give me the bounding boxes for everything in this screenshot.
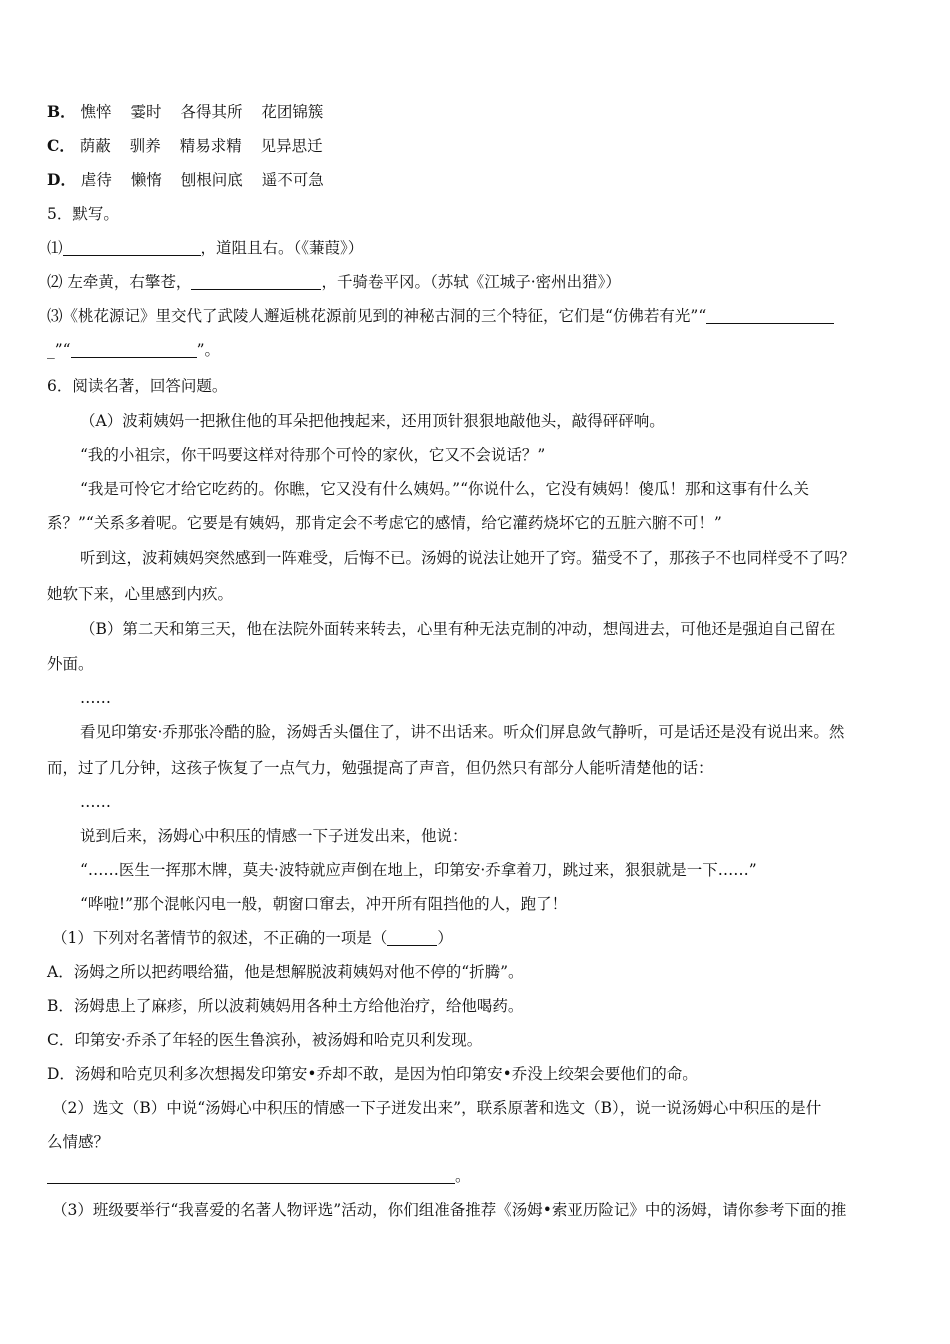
passage-line: 外面。 [47,655,94,673]
option-word: 驯养 [129,137,161,155]
passage-line: “我是可怜它才给它吃药的。你瞧，它又没有什么姨妈。”“你说什么，它没有姨妈！傻瓜！那和这事有什么关 [80,480,810,498]
item-text: _”“ [47,341,71,359]
question-text: ） [437,929,453,947]
q5-item-1 [47,238,363,258]
sub-question-2-cont: 么情感？ [47,1133,110,1151]
sub1-option-b: B．汤姆患上了麻疹，所以波莉姨妈用各种土方给他治疗，给他喝药。 [47,997,524,1015]
passage-line: 她软下来，心里感到内疚。 [47,585,234,603]
option-word: 遥不可急 [261,171,324,189]
option-word: 霎时 [130,103,162,121]
sub-question-1 [52,928,453,948]
option-word: 各得其所 [180,103,243,121]
passage-line: （B）第二天和第三天，他在法院外面转来转去，心里有种无法克制的冲动，想闯进去，可他还是强迫自己留在 [80,620,836,638]
option-word: 花团锦簇 [261,103,324,121]
fill-blank[interactable] [63,240,201,256]
answer-blank[interactable] [387,930,437,946]
sub1-option-d: D．汤姆和哈克贝利多次想揭发印第安•乔却不敢，是因为怕印第安•乔没上绞架会要他们的命。 [47,1065,698,1083]
item-text: ⑶《桃花源记》里交代了武陵人邂逅桃花源前见到的神秘古洞的三个特征，它们是“仿佛若有光”“ [47,307,707,325]
sub-question-3: （3）班级要举行“我喜爱的名著人物评选”活动，你们组准备推荐《汤姆•索亚历险记》中的汤姆，请你参考下面的推 [52,1201,847,1219]
passage-line: “我的小祖宗，你干吗要这样对待那个可怜的家伙，它又不会说话？” [80,446,546,464]
option-word: 荫蔽 [79,137,111,155]
passage-line: 说到后来，汤姆心中积压的情感一下子迸发出来，他说： [80,827,468,845]
fill-blank[interactable] [706,308,834,324]
passage-line: 听到这，波莉姨妈突然感到一阵难受，后悔不已。汤姆的说法让她开了窍。猫受不了，那孩子不也同样受不了吗？ [80,549,856,567]
passage-line: “哗啦!”那个混帐闪电一般，朝窗口窜去，冲开所有阻挡他的人，跑了！ [80,895,568,913]
option-letter: C． [47,136,75,155]
passage-line: “……医生一挥那木牌，莫夫·波特就应声倒在地上，印第安·乔拿着刀，跳过来，狠狠就是一下……” [80,861,757,879]
punctuation: 。 [455,1167,471,1185]
passage-line: 看见印第安·乔那张冷酷的脸，汤姆舌头僵住了，讲不出话来。听众们屏息敛气静听，可是话还是没有说出来。然 [80,723,845,741]
item-text: ，道阻且右。（《蒹葭》） [200,239,364,257]
option-word: 憔悴 [80,103,112,121]
question-6-title: 6．阅读名著，回答问题。 [47,377,228,395]
option-letter: B． [47,102,76,121]
item-text: ”。 [196,341,221,359]
option-letter: D． [47,170,76,189]
sub-question-2: （2）选文（B）中说“汤姆心中积压的情感一下子迸发出来”，联系原著和选文（B），说一说汤姆心中积压的是什 [52,1099,822,1117]
option-word: 懒惰 [130,171,162,189]
passage-line: 系？”“关系多着呢。它要是有姨妈，那肯定会不考虑它的感情，给它灌药烧坏它的五脏六腑不可！” [47,514,722,532]
passage-line: （A）波莉姨妈一把揪住他的耳朵把他拽起来，还用顶针狠狠地敲他头，敲得砰砰响。 [80,412,665,430]
question-5-title: 5．默写。 [47,205,119,223]
fill-blank[interactable] [191,274,321,290]
question-text: （1）下列对名著情节的叙述，不正确的一项是（ [52,929,388,947]
option-word: 虐待 [80,171,112,189]
passage-ellipsis: …… [80,689,111,707]
option-word: 刨根问底 [180,171,243,189]
q5-item-3-cont [47,340,220,360]
option-word: 精易求精 [179,137,242,155]
item-number: ⑴ [47,239,63,257]
answer-blank[interactable] [47,1168,455,1184]
q5-item-2 [47,272,621,292]
sub1-option-a: A．汤姆之所以把药喂给猫，他是想解脱波莉姨妈对他不停的“折腾”。 [47,963,524,981]
item-text: ⑵ 左牵黄，右擎苍， [47,273,192,291]
sub2-answer-line [47,1166,471,1186]
option-c [47,136,323,156]
passage-line: 而，过了几分钟，这孩子恢复了一点气力，勉强提高了声音，但仍然只有部分人能听清楚他的话： [47,759,714,777]
q5-item-3 [47,306,834,326]
option-word: 见异思迁 [260,137,323,155]
fill-blank[interactable] [71,342,197,358]
passage-ellipsis: …… [80,793,111,811]
sub1-option-c: C．印第安·乔杀了年轻的医生鲁滨孙，被汤姆和哈克贝利发现。 [47,1031,483,1049]
item-text: ，千骑卷平冈。（苏轼《江城子·密州出猎》） [321,273,621,291]
option-b [47,102,323,122]
option-d [47,170,324,190]
